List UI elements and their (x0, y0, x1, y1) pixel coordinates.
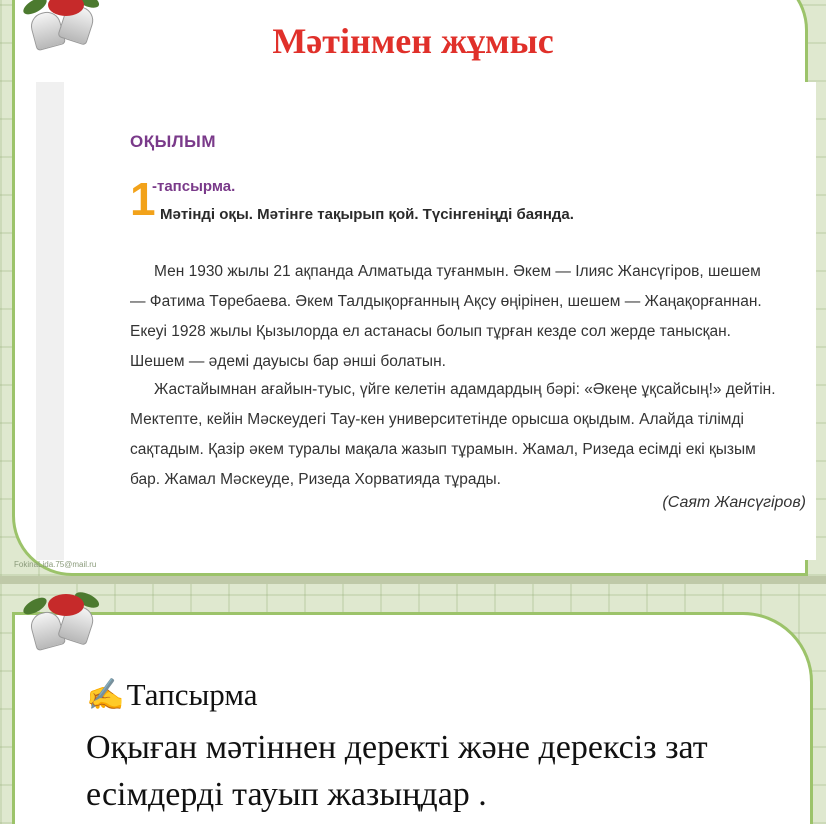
slide-task (0, 584, 826, 824)
task-number: 1 (130, 173, 156, 225)
footer-credit: FokinaLida.75@mail.ru (14, 560, 97, 569)
task-heading (86, 676, 258, 713)
text-paragraph-2: Жастайымнан ағайын-туыс, үйге келетін адамдардың бәрі: «Әкеңе ұқсайсың!» дейтін. Мектепте, кейін Мәскеудегі Тау-кен университетінде орысша оқыдым. Алайда тілімді сақтадым. Қазір әкем туралы мақала жазып тұрамын. Жамал, Ризеда есімді екі қызым бар. Жамал Мәскеуде, Ризеда Хорватияда тұрады. (130, 381, 776, 488)
slide-title: Мәтінмен жұмыс (272, 21, 554, 61)
christmas-bells-icon (18, 594, 128, 674)
writing-hand-icon: ✍ (86, 677, 125, 712)
page-margin (36, 82, 64, 560)
textbook-page (36, 82, 816, 560)
section-heading: ОҚЫЛЫМ (130, 132, 216, 151)
text-paragraph-1: Мен 1930 жылы 21 ақпанда Алматыда туғанмын. Әкем — Ілияс Жансүгіров, шешем — Фатима Төребаева. Әкем Талдықорғанның Ақсу өңірінен, шешем — Жаңақорғаннан. Екеуі 1928 жылы Қызылорда ел астанасы болып тұрған кезде сол жерде танысқан. Шешем — әдемі дауысы бар әнші болатын. (130, 263, 762, 370)
author-signature: (Саят Жансүгіров) (662, 494, 806, 511)
task-label: -тапсырма. (152, 178, 236, 195)
page-side-note (808, 142, 822, 542)
task-instruction: Мәтінді оқы. Мәтінге тақырып қой. Түсінгеніңді баянда. (160, 206, 574, 223)
task-heading-label: Тапсырма (126, 677, 258, 712)
task-text: Оқыған мәтіннен деректі және дерексіз зат есімдерді тауып жазыңдар . (86, 729, 708, 813)
